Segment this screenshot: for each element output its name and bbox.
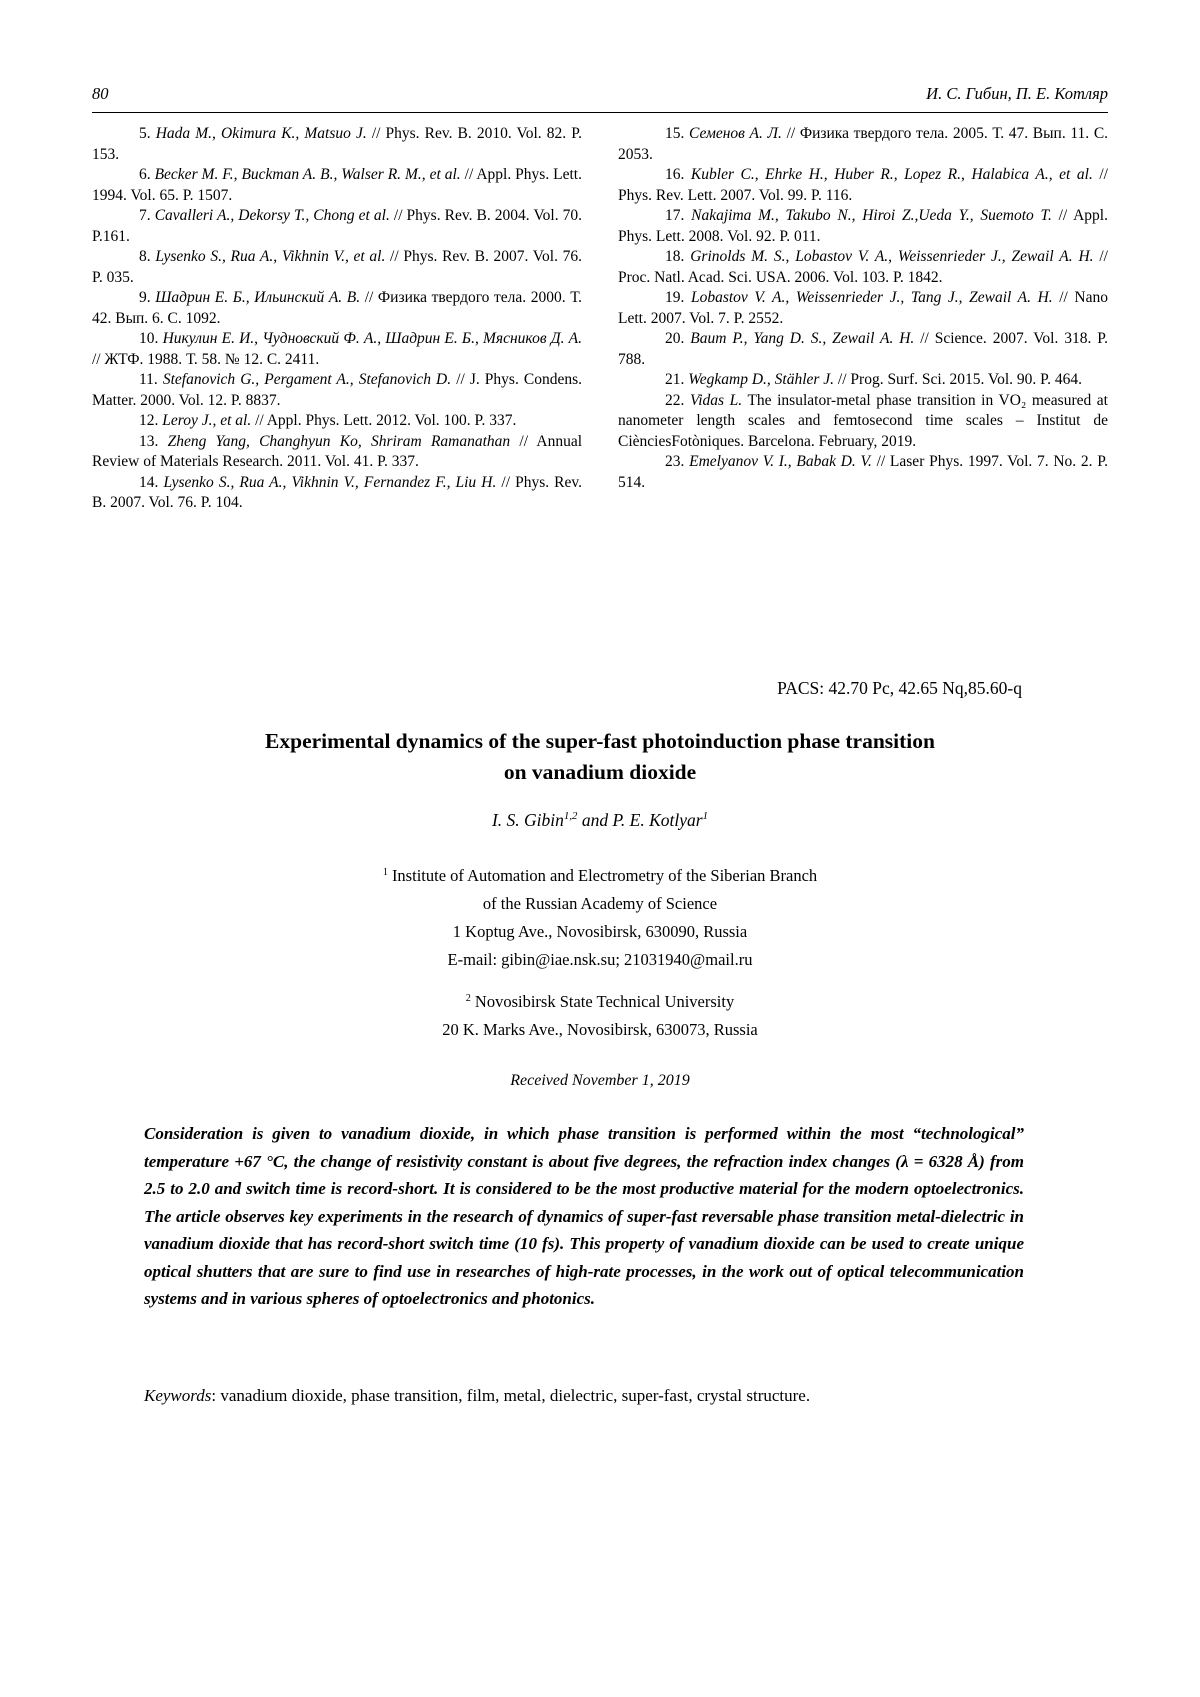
reference-source: // Физика твердого тела. 2005. Т. 47. Вып. 11. С. 2053.	[618, 125, 1109, 163]
reference-authors: Zheng Yang, Changhyun Ko, Shriram Ramanathan	[167, 432, 511, 450]
reference-authors: Семенов А. Л.	[689, 125, 782, 142]
affiliation-sup: 1	[382, 866, 388, 878]
author-affiliation-sup: 1	[702, 810, 709, 823]
reference-authors: Nakajima M., Takubo N., Hiroi Z.,Ueda Y., Suemoto T.	[691, 207, 1052, 224]
article-title	[0, 726, 1200, 788]
reference-number: 14.	[139, 473, 159, 491]
reference-number: 13.	[139, 432, 159, 450]
reference-source: // J. Phys. Condens. Matter. 2000. Vol. 12. P. 8837.	[92, 371, 583, 409]
reference-number: 12.	[139, 412, 159, 429]
reference-authors: Wegkamp D., Stähler J.	[688, 371, 835, 388]
affiliation-line: 20 K. Marks Ave., Novosibirsk, 630073, Russia	[442, 1020, 758, 1039]
reference-item	[92, 165, 582, 206]
reference-authors: Шадрин Е. Б., Ильинский А. В.	[155, 289, 361, 306]
reference-item	[618, 247, 1108, 288]
reference-source: // Nano Lett. 2007. Vol. 7. P. 2552.	[618, 289, 1109, 327]
reference-authors: Leroy J., et al.	[162, 412, 252, 429]
reference-item	[618, 329, 1108, 370]
reference-source: // Laser Phys. 1997. Vol. 7. No. 2. P. 514.	[618, 453, 1109, 491]
reference-number: 15.	[665, 125, 685, 142]
received-date: Received November 1, 2019	[510, 1072, 690, 1089]
affiliation-line: of the Russian Academy of Science	[482, 894, 718, 913]
author-name: and P. E. Kotlyar	[577, 810, 703, 830]
reference-item	[92, 329, 582, 370]
reference-item	[92, 206, 582, 247]
author-name: I. S. Gibin	[491, 810, 564, 830]
affiliation-text: Novosibirsk State Technical University	[474, 992, 735, 1011]
reference-authors: Cavalleri A., Dekorsy T., Chong et al.	[154, 207, 390, 224]
reference-item	[92, 411, 582, 432]
pacs-line: PACS: 42.70 Pc, 42.65 Nq,85.60-q	[777, 678, 1022, 698]
reference-source: // Appl. Phys. Lett. 1994. Vol. 65. P. 1507.	[92, 166, 582, 204]
reference-number: 8.	[139, 248, 151, 265]
affiliation-text: Institute of Automation and Electrometry of the Siberian Branch	[391, 866, 818, 885]
reference-number: 11.	[139, 371, 158, 388]
reference-source: // Phys. Rev. B. 2004. Vol. 70. P.161.	[92, 207, 583, 245]
reference-authors: Kubler C., Ehrke H., Huber R., Lopez R., Halabica A., et al.	[690, 166, 1093, 183]
reference-item	[618, 288, 1108, 329]
reference-authors: Lysenko S., Rua A., Vikhnin V., Fernandez F., Liu H.	[163, 473, 497, 491]
references-left-column	[92, 124, 582, 514]
reference-source: // ЖТФ. 1988. Т. 58. № 12. С. 2411.	[92, 350, 320, 368]
reference-source: // Proc. Natl. Acad. Sci. USA. 2006. Vol. 103. P. 1842.	[618, 248, 1108, 286]
reference-item	[618, 206, 1108, 247]
keywords-label: Keywords	[144, 1386, 212, 1405]
abstract: Consideration is given to vanadium dioxide, in which phase transition is performed within the most “technological” temperature +67 °C, the change of resistivity constant is about five degrees, the refraction index changes (λ = 6328 Å) from 2.5 to 2.0 and switch time is record-short. It is considered to be the most productive material for the modern optoelectronics. The article observes key experiments in the research of dynamics of super-fast reversable phase transition metal-dielectric in vanadium dioxide that has record-short switch time (10 fs). This property of vanadium dioxide can be used to create unique optical shutters that are sure to find use in researches of high-rate processes, in the work out of optical telecommunication systems and in various spheres of optoelectronics and photonics.	[144, 1124, 1024, 1308]
reference-number: 5.	[139, 125, 151, 142]
reference-number: 22.	[665, 391, 685, 409]
running-head: И. С. Гибин, П. Е. Котляр	[926, 84, 1108, 103]
reference-authors: Hada M., Okimura K., Matsuo J.	[155, 125, 367, 142]
affiliation-line	[0, 862, 1200, 890]
reference-number: 23.	[665, 453, 685, 470]
reference-item	[618, 124, 1108, 165]
affiliation-1	[0, 862, 1200, 974]
reference-number: 16.	[665, 166, 685, 183]
reference-source: // Phys. Rev. B. 2007. Vol. 76. P. 104.	[92, 473, 583, 511]
reference-source: // Prog. Surf. Sci. 2015. Vol. 90. P. 464.	[837, 371, 1082, 388]
reference-source: // Science. 2007. Vol. 318. P. 788.	[618, 330, 1109, 368]
header-rule	[92, 112, 1108, 113]
reference-source: The insulator-metal phase transition in VO₂ measured at nanometer length scales and femtosecond time scales – Institut de CiènciesFotòniques. Barcelona. February, 2019.	[618, 391, 1108, 450]
author-affiliation-sup: 1,2	[563, 810, 578, 823]
reference-number: 18.	[665, 248, 685, 265]
references-section	[92, 124, 1108, 514]
reference-authors: Stefanovich G., Pergament A., Stefanovich D.	[162, 371, 452, 388]
references-right-column	[618, 124, 1108, 514]
reference-number: 21.	[665, 371, 685, 388]
article-title-line: Experimental dynamics of the super-fast photoinduction phase transition	[265, 729, 935, 753]
reference-source: // Phys. Rev. B. 2007. Vol. 76. P. 035.	[92, 248, 583, 286]
affiliation-2	[0, 988, 1200, 1044]
reference-item	[92, 124, 582, 165]
reference-source: // Appl. Phys. Lett. 2012. Vol. 100. P. 337.	[255, 412, 517, 429]
reference-authors: Lysenko S., Rua A., Vikhnin V., et al.	[155, 248, 386, 265]
reference-authors: Becker M. F., Buckman A. B., Walser R. M., et al.	[154, 166, 461, 183]
reference-item	[618, 370, 1108, 391]
reference-source: // Физика твердого тела. 2000. Т. 42. Вып. 6. С. 1092.	[92, 289, 583, 327]
article-title-line: on vanadium dioxide	[503, 760, 697, 784]
reference-authors: Lobastov V. A., Weissenrieder J., Tang J., Zewail A. H.	[690, 289, 1053, 306]
reference-item	[92, 473, 582, 514]
reference-item	[92, 370, 582, 411]
reference-authors: Vidas L.	[689, 391, 743, 409]
page-header	[92, 84, 1108, 104]
reference-item	[92, 432, 582, 473]
reference-item	[618, 391, 1108, 453]
keywords-text: : vanadium dioxide, phase transition, film, metal, dielectric, super-fast, crystal structure.	[211, 1386, 811, 1405]
affiliation-line: 1 Koptug Ave., Novosibirsk, 630090, Russia	[452, 922, 748, 941]
reference-authors: Никулин Е. И., Чудновский Ф. А., Шадрин Е. Б., Мясников Д. А.	[162, 330, 583, 347]
keywords	[144, 1382, 1024, 1409]
reference-number: 19.	[665, 289, 685, 306]
reference-item	[92, 288, 582, 329]
affiliation-sup: 2	[465, 992, 471, 1004]
reference-number: 20.	[665, 330, 685, 347]
authors-line	[0, 810, 1200, 831]
reference-number: 17.	[665, 207, 685, 224]
affiliation-line	[0, 988, 1200, 1016]
affiliation-email-line: E-mail: gibin@iae.nsk.su; 21031940@mail.ru	[447, 950, 753, 969]
reference-source: // Phys. Rev. B. 2010. Vol. 82. P. 153.	[92, 125, 582, 163]
reference-item	[92, 247, 582, 288]
reference-source: // Appl. Phys. Lett. 2008. Vol. 92. P. 011.	[618, 207, 1108, 245]
page-number: 80	[92, 84, 109, 103]
reference-source: // Phys. Rev. Lett. 2007. Vol. 99. P. 116.	[618, 166, 1108, 204]
reference-number: 10.	[139, 330, 159, 347]
reference-number: 9.	[139, 289, 151, 306]
reference-source: // Annual Review of Materials Research. 2011. Vol. 41. P. 337.	[92, 432, 583, 470]
reference-authors: Emelyanov V. I., Babak D. V.	[689, 453, 872, 470]
reference-authors: Baum P., Yang D. S., Zewail A. H.	[690, 330, 915, 347]
reference-item	[618, 452, 1108, 493]
reference-item	[618, 165, 1108, 206]
reference-number: 7.	[139, 207, 151, 224]
reference-authors: Grinolds M. S., Lobastov V. A., Weissenrieder J., Zewail A. H.	[690, 248, 1094, 265]
reference-number: 6.	[139, 166, 151, 183]
